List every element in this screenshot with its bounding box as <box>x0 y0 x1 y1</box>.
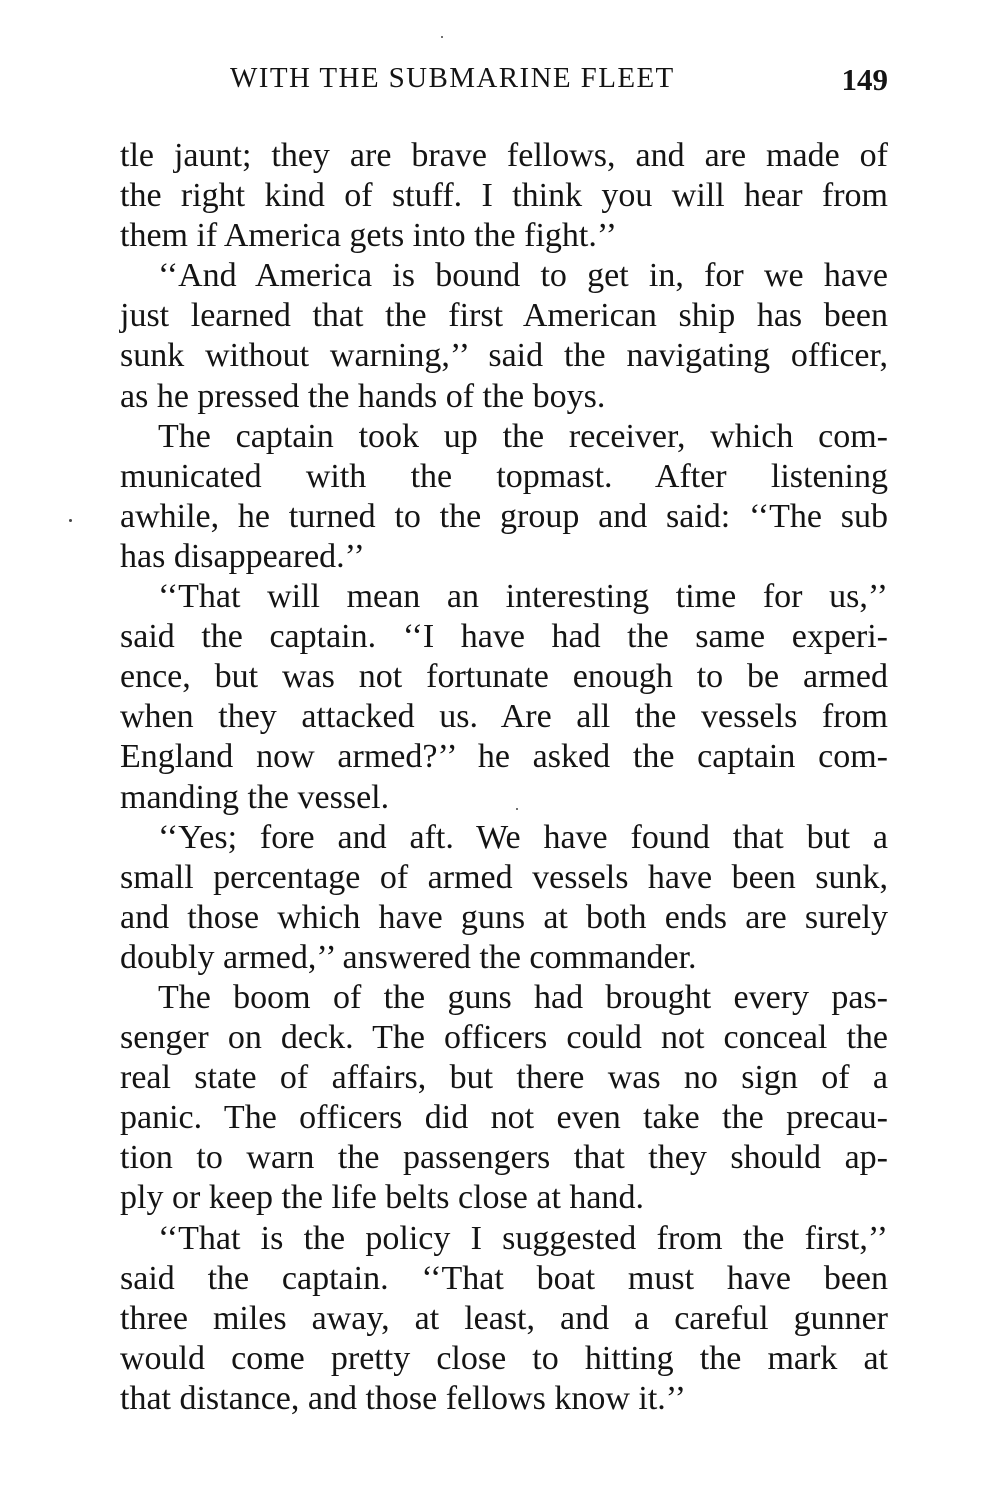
text-line: that distance, and those fellows know it.’’ <box>120 1379 686 1417</box>
paper-speck <box>441 36 443 38</box>
text-line: when they attacked us. Are all the vessels from <box>120 698 888 736</box>
text-line: doubly armed,’’ answered the commander. <box>120 938 697 976</box>
text-line: ‘‘That will mean an interesting time for us,’’ <box>158 578 888 616</box>
text-line: ence, but was not fortunate enough to be armed <box>120 658 888 696</box>
text-line: sunk without warning,’’ said the navigating officer, <box>120 337 888 375</box>
text-line: England now armed?’’ he asked the captain com- <box>120 738 888 776</box>
text-line: ply or keep the life belts close at hand. <box>120 1179 644 1217</box>
text-line: panic. The officers did not even take the precau- <box>120 1099 888 1137</box>
text-line: real state of affairs, but there was no sign of a <box>120 1059 888 1097</box>
text-line: has disappeared.’’ <box>120 537 365 575</box>
text-line: just learned that the first American ship has been <box>120 297 888 335</box>
text-line: and those which have guns at both ends are surely <box>120 898 888 936</box>
text-line: senger on deck. The officers could not conceal the <box>120 1019 888 1057</box>
page-number: 149 <box>841 62 888 97</box>
text-line: three miles away, at least, and a careful gunner <box>120 1299 888 1337</box>
paper-speck <box>516 808 518 810</box>
text-line: said the captain. ‘‘That boat must have been <box>120 1259 888 1297</box>
body-text <box>120 136 888 1419</box>
text-line: municated with the topmast. After listening <box>120 457 888 495</box>
text-line: would come pretty close to hitting the mark at <box>120 1339 888 1377</box>
text-line: small percentage of armed vessels have been sunk, <box>120 858 888 896</box>
text-line: tle jaunt; they are brave fellows, and are made of <box>120 137 888 174</box>
text-line: The boom of the guns had brought every pas- <box>158 978 888 1016</box>
text-line: ‘‘Yes; fore and aft. We have found that but a <box>158 818 888 856</box>
text-line: as he pressed the hands of the boys. <box>120 377 606 415</box>
text-line: The captain took up the receiver, which com- <box>158 417 888 455</box>
text-line: tion to warn the passengers that they should ap- <box>120 1139 888 1177</box>
text-line: ‘‘And America is bound to get in, for we have <box>158 257 888 295</box>
text-line: the right kind of stuff. I think you will hear from <box>120 177 888 215</box>
paper-speck <box>69 519 72 522</box>
text-line: them if America gets into the fight.’’ <box>120 217 617 255</box>
text-line: manding the vessel. <box>120 778 390 816</box>
text-line: said the captain. ‘‘I have had the same experi- <box>120 618 888 656</box>
running-title: WITH THE SUBMARINE FLEET <box>230 62 675 94</box>
text-line: awhile, he turned to the group and said: ‘‘The sub <box>120 497 888 535</box>
text-line: ‘‘That is the policy I suggested from the first,’’ <box>158 1219 888 1257</box>
running-head <box>120 62 888 102</box>
